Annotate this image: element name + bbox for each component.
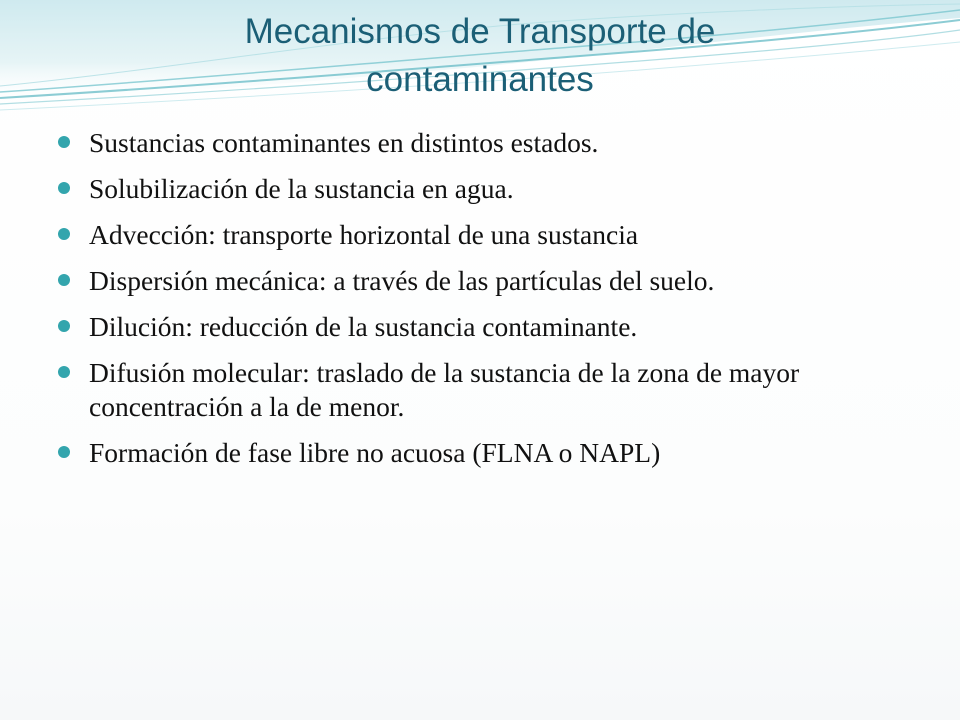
bullet-dot-icon bbox=[58, 274, 70, 286]
bullet-dot-icon bbox=[58, 228, 70, 240]
bullet-dot-icon bbox=[58, 136, 70, 148]
bullet-list bbox=[56, 126, 916, 482]
bullet-text: Formación de fase libre no acuosa (FLNA o NAPL) bbox=[89, 437, 661, 468]
bullet-item bbox=[56, 264, 916, 298]
bullet-text: Difusión molecular: traslado de la sustancia de la zona de mayor concentración a la de menor. bbox=[89, 357, 800, 422]
bullet-item bbox=[56, 356, 916, 424]
bullet-item bbox=[56, 172, 916, 206]
bullet-text: Advección: transporte horizontal de una sustancia bbox=[89, 219, 639, 250]
bullet-item bbox=[56, 218, 916, 252]
bullet-item bbox=[56, 126, 916, 160]
bullet-text: Solubilización de la sustancia en agua. bbox=[89, 173, 514, 204]
bullet-dot-icon bbox=[58, 182, 70, 194]
bullet-text: Sustancias contaminantes en distintos estados. bbox=[89, 127, 599, 158]
bullet-text: Dispersión mecánica: a través de las partículas del suelo. bbox=[89, 265, 715, 296]
bullet-dot-icon bbox=[58, 366, 70, 378]
bullet-text: Dilución: reducción de la sustancia contaminante. bbox=[89, 311, 638, 342]
bullet-item bbox=[56, 310, 916, 344]
slide-title: Mecanismos de Transporte de contaminantes bbox=[244, 12, 716, 99]
bullet-dot-icon bbox=[58, 446, 70, 458]
bullet-dot-icon bbox=[58, 320, 70, 332]
bullet-item bbox=[56, 436, 916, 470]
